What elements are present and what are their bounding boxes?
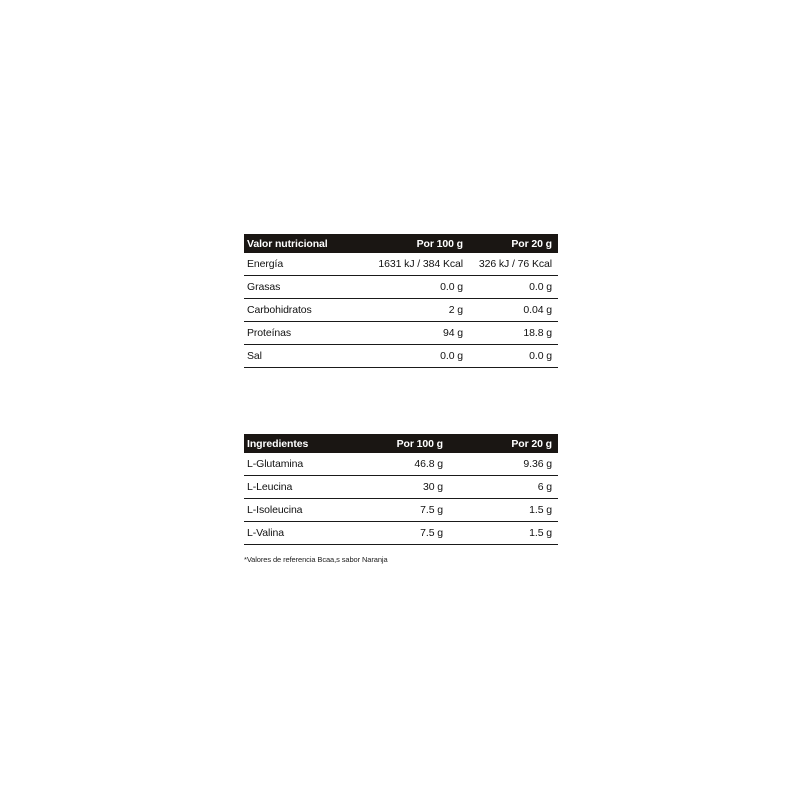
footnote: *Valores de referencia Bcaa,s sabor Naranja [244,555,388,564]
ingredient-per20: 1.5 g [529,504,552,516]
nutrient-name: Energía [247,258,284,270]
nutrient-per20: 0.0 g [529,281,552,293]
nutrient-name: Sal [247,350,262,362]
nutrient-per100: 0.0 g [440,350,463,362]
nutrition-table [244,234,558,368]
table-row [244,476,558,499]
ingredient-name: L-Isoleucina [247,504,303,516]
table-row [244,322,558,345]
nutrient-per100: 1631 kJ / 384 Kcal [378,258,463,270]
table-row [244,499,558,522]
nutrient-name: Grasas [247,281,281,293]
ingredients-header-per100: Por 100 g [396,437,443,450]
table-row [244,522,558,545]
ingredient-per100: 7.5 g [420,527,443,539]
ingredients-header-label: Ingredientes [247,437,309,450]
nutrition-header-label: Valor nutricional [247,237,328,250]
nutrient-per20: 18.8 g [523,327,552,339]
nutrient-name: Proteínas [247,327,292,339]
nutrient-per20: 0.04 g [523,304,552,316]
ingredient-name: L-Leucina [247,481,293,493]
ingredient-per100: 30 g [422,481,443,493]
ingredient-name: L-Glutamina [247,458,304,470]
ingredients-table [244,434,558,545]
ingredients-header-per20: Por 20 g [511,437,552,450]
ingredient-per100: 7.5 g [420,504,443,516]
nutrition-header-row [244,234,558,253]
ingredients-header-row [244,434,558,453]
nutrient-per20: 0.0 g [529,350,552,362]
nutrient-per100: 94 g [442,327,463,339]
table-row [244,345,558,368]
ingredient-name: L-Valina [247,527,284,539]
ingredient-per20: 9.36 g [523,458,552,470]
nutrient-per100: 2 g [448,304,463,316]
nutrition-header-per20: Por 20 g [511,237,552,250]
nutrition-header-per100: Por 100 g [416,237,463,250]
nutrient-per100: 0.0 g [440,281,463,293]
table-row [244,453,558,476]
table-row [244,276,558,299]
table-row [244,253,558,276]
table-row [244,299,558,322]
ingredient-per20: 1.5 g [529,527,552,539]
ingredient-per20: 6 g [537,481,552,493]
ingredient-per100: 46.8 g [414,458,443,470]
nutrient-name: Carbohidratos [247,304,312,316]
nutrient-per20: 326 kJ / 76 Kcal [478,258,552,270]
